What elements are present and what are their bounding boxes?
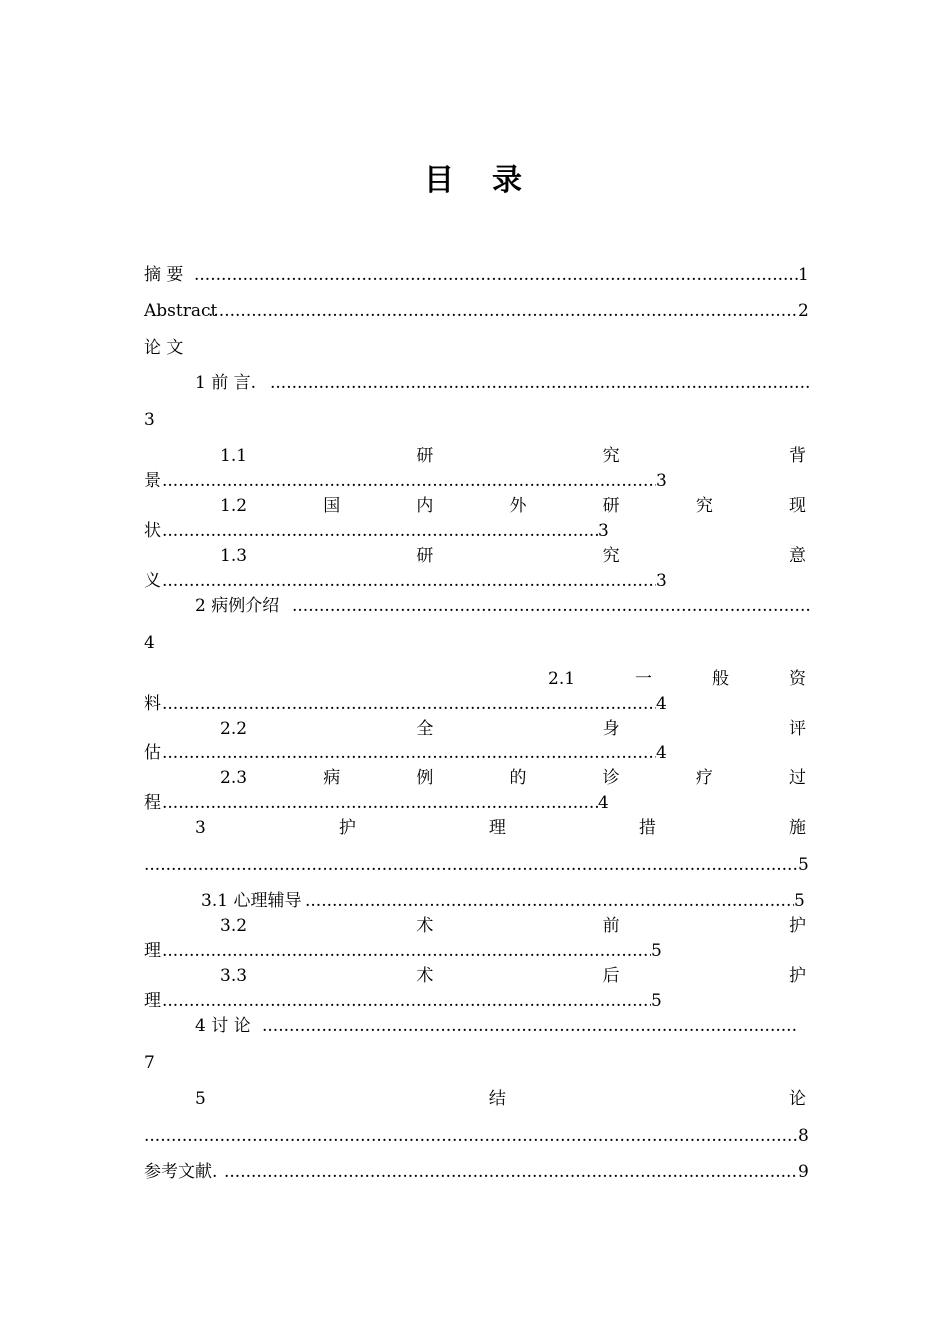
label-char: 一 bbox=[635, 669, 653, 689]
label-char: 研 bbox=[416, 446, 434, 466]
label-char: 身 bbox=[602, 719, 620, 739]
page-number: 3 bbox=[144, 410, 155, 430]
page-number: 3 bbox=[656, 471, 667, 491]
section-number: 2.2 bbox=[220, 719, 248, 739]
dot-leader bbox=[224, 1161, 798, 1183]
page-number: 4 bbox=[598, 793, 609, 813]
toc-title: 目 录 bbox=[424, 163, 526, 198]
entry-label: 摘 要 bbox=[144, 265, 184, 285]
label-char: 背 bbox=[788, 446, 806, 466]
label-char: 护 bbox=[788, 966, 806, 986]
page-number: 3 bbox=[598, 521, 609, 541]
label-char: 施 bbox=[788, 818, 806, 838]
label-char: 护 bbox=[338, 818, 356, 838]
label-char: 外 bbox=[509, 496, 527, 516]
section-number: 1.1 bbox=[220, 446, 248, 466]
entry-label-justified bbox=[195, 1088, 806, 1110]
label-char: 现 bbox=[788, 496, 806, 516]
label-char: 料 bbox=[144, 694, 161, 714]
label-char: 措 bbox=[638, 818, 656, 838]
label-char: 资 bbox=[789, 669, 806, 689]
label-char: 义 bbox=[144, 571, 161, 591]
dot-leader bbox=[194, 264, 798, 286]
section-number: 1.2 bbox=[220, 496, 248, 516]
dot-leader bbox=[162, 470, 656, 492]
dot-leader bbox=[270, 372, 810, 394]
dot-leader bbox=[162, 570, 656, 592]
label-char: 评 bbox=[788, 719, 806, 739]
label-char: 全 bbox=[416, 719, 434, 739]
page-number: 5 bbox=[651, 941, 662, 961]
entry-label: 4 讨 论 bbox=[195, 1016, 251, 1036]
label-char: 结 bbox=[488, 1089, 506, 1109]
label-char: 论 bbox=[788, 1089, 806, 1109]
label-char: 理 bbox=[144, 991, 161, 1011]
entry-label: 参考文献. bbox=[144, 1162, 218, 1182]
label-char: 护 bbox=[788, 916, 806, 936]
page-number: 3 bbox=[656, 571, 667, 591]
dot-leader bbox=[162, 940, 651, 962]
page-number: 5 bbox=[651, 991, 662, 1011]
page-number: 2 bbox=[798, 301, 809, 321]
label-char: 疗 bbox=[695, 768, 713, 788]
label-char: 研 bbox=[602, 496, 620, 516]
label-char: 诊 bbox=[602, 768, 620, 788]
label-char: 国 bbox=[323, 496, 341, 516]
label-char: 例 bbox=[416, 768, 434, 788]
page-number: 1 bbox=[798, 265, 809, 285]
dot-leader bbox=[208, 300, 798, 322]
section-number: 1.3 bbox=[220, 546, 248, 566]
dot-leader bbox=[144, 1125, 798, 1147]
dot-leader bbox=[262, 1015, 798, 1037]
label-char: 估 bbox=[144, 743, 161, 763]
section-number: 3.2 bbox=[220, 916, 248, 936]
dot-leader bbox=[162, 792, 598, 814]
section-number: 5 bbox=[195, 1089, 206, 1109]
entry-label-justified bbox=[195, 817, 806, 839]
dot-leader bbox=[162, 742, 656, 764]
label-char: 究 bbox=[602, 546, 620, 566]
page-number: 9 bbox=[798, 1162, 809, 1182]
entry-label: 3.1 心理辅导 bbox=[201, 891, 302, 911]
dot-leader bbox=[305, 890, 794, 912]
page-number: 5 bbox=[794, 891, 805, 911]
toc-entry-thesis: 论 文 bbox=[144, 338, 184, 358]
label-char: 理 bbox=[144, 941, 161, 961]
page-number: 4 bbox=[656, 743, 667, 763]
entry-label-justified bbox=[220, 915, 806, 937]
entry-label: 2 病例介绍 bbox=[195, 596, 280, 616]
label-char: 研 bbox=[416, 546, 434, 566]
label-char: 过 bbox=[788, 768, 806, 788]
entry-label-justified bbox=[220, 965, 806, 987]
label-char: 的 bbox=[509, 768, 527, 788]
dot-leader bbox=[144, 854, 798, 876]
label-char: 内 bbox=[416, 496, 434, 516]
page-number: 5 bbox=[798, 855, 809, 875]
page-number: 7 bbox=[144, 1053, 155, 1073]
section-number: 3.3 bbox=[220, 966, 248, 986]
dot-leader bbox=[292, 595, 810, 617]
page-number: 8 bbox=[798, 1126, 809, 1146]
entry-label: 1 前 言. bbox=[195, 373, 257, 393]
label-char: 意 bbox=[788, 546, 806, 566]
dot-leader bbox=[162, 520, 598, 542]
entry-label: Abstract bbox=[144, 301, 218, 321]
dot-leader bbox=[162, 693, 656, 715]
entry-label-justified bbox=[220, 495, 806, 517]
label-char: 景 bbox=[144, 471, 161, 491]
entry-label-justified bbox=[220, 545, 806, 567]
label-char: 状 bbox=[144, 521, 161, 541]
label-char: 究 bbox=[695, 496, 713, 516]
label-char: 程 bbox=[144, 793, 161, 813]
page-number: 4 bbox=[656, 694, 667, 714]
section-number: 3 bbox=[195, 818, 206, 838]
label-char: 前 bbox=[602, 916, 620, 936]
label-char: 术 bbox=[416, 916, 434, 936]
entry-label-justified bbox=[220, 767, 806, 789]
label-char: 究 bbox=[602, 446, 620, 466]
label-char: 术 bbox=[416, 966, 434, 986]
entry-label-justified bbox=[548, 668, 806, 690]
label-char: 理 bbox=[488, 818, 506, 838]
dot-leader bbox=[162, 990, 651, 1012]
entry-label-justified bbox=[220, 718, 806, 740]
page-number: 4 bbox=[144, 633, 155, 653]
label-char: 后 bbox=[602, 966, 620, 986]
label-char: 般 bbox=[712, 669, 730, 689]
entry-label-justified bbox=[220, 445, 806, 467]
section-number: 2.3 bbox=[220, 768, 248, 788]
section-number: 2.1 bbox=[548, 669, 576, 689]
label-char: 病 bbox=[323, 768, 341, 788]
